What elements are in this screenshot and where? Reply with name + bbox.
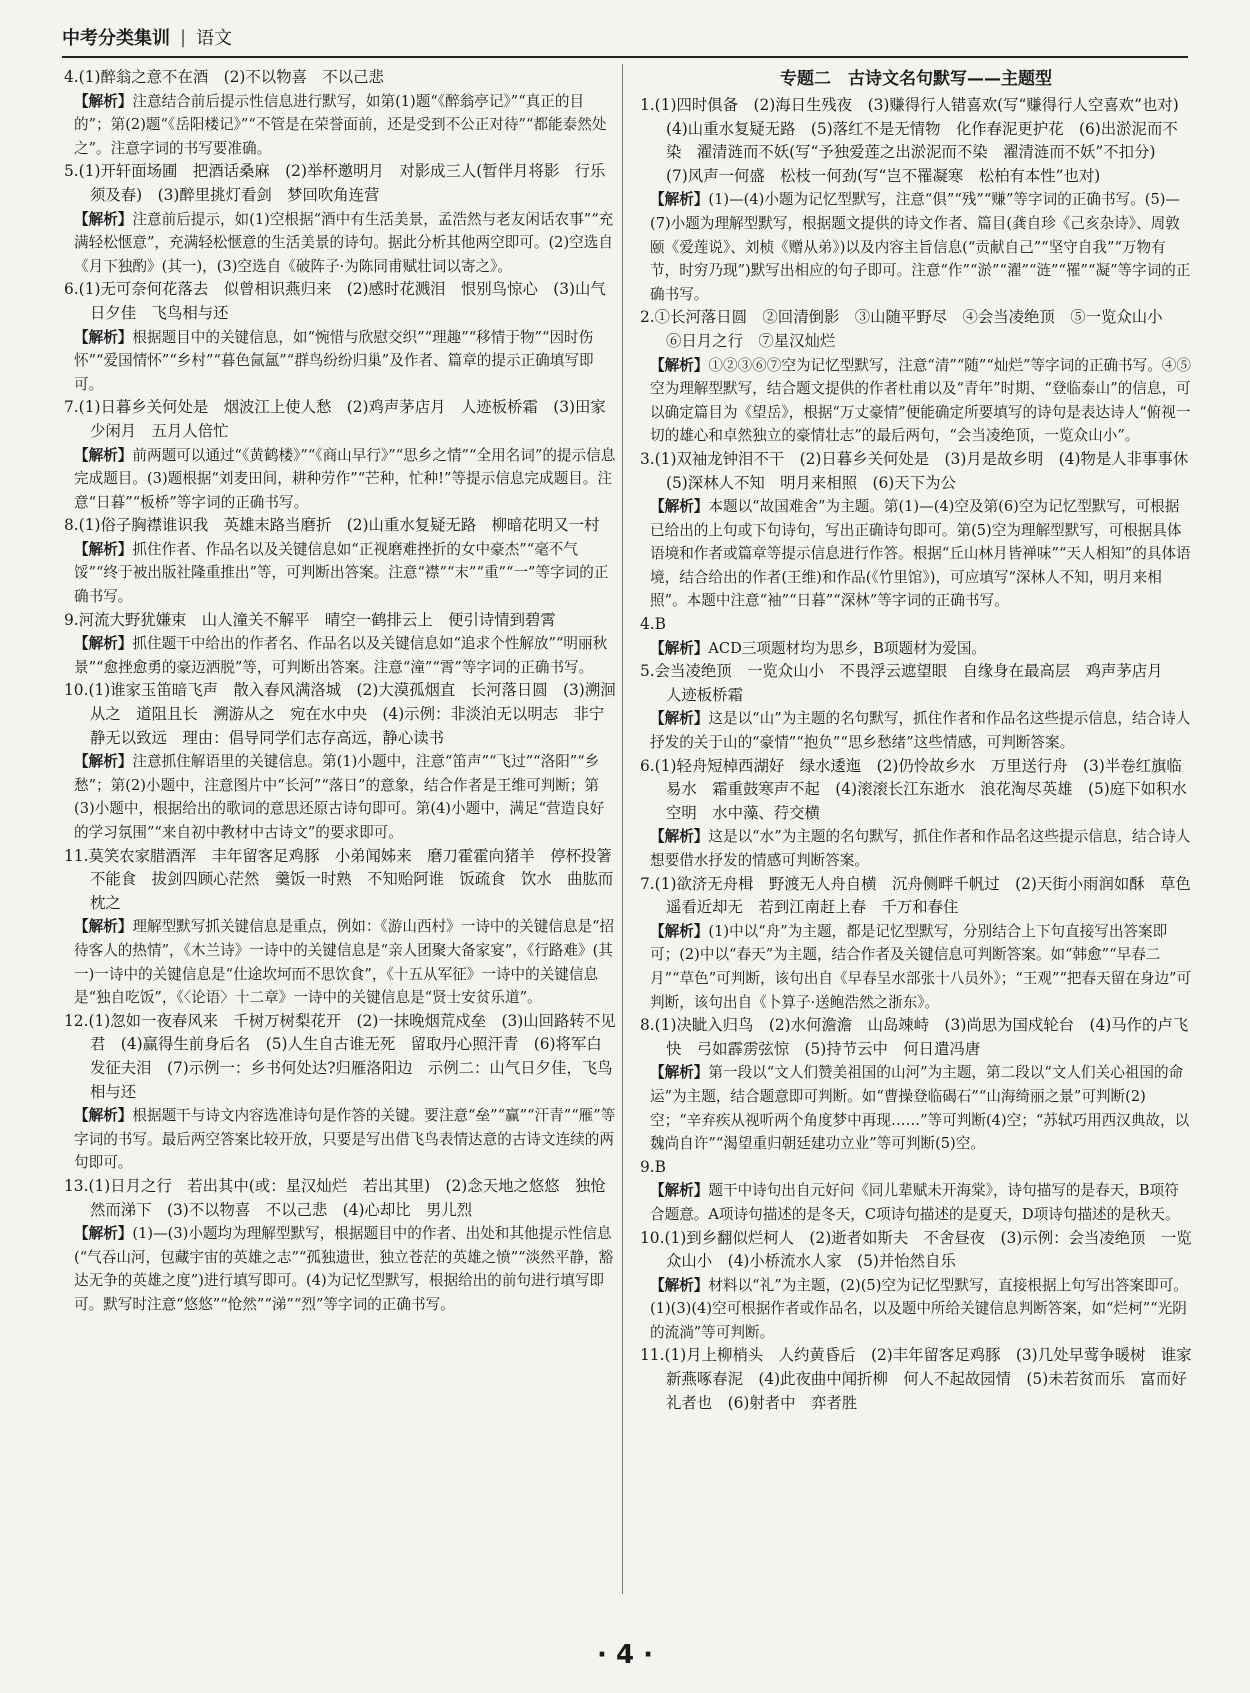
explanation-label: 【解析】 bbox=[650, 710, 709, 728]
explanation-text: 根据题干与诗文内容选准诗句是作答的关键。要注意“垒”“赢”“汗青”“雁”等字词的书写。最后两空答案比较开放，只要是写出借飞鸟表情达意的古诗文连续的两句即可。 bbox=[74, 1107, 616, 1172]
answer-item: 5.会当凌绝顶 一览众山小 不畏浮云遮望眼 自缘身在最高层 鸡声茅店月 人迹板桥霜 bbox=[640, 662, 1178, 704]
explanation bbox=[640, 920, 1192, 1014]
explanation bbox=[64, 326, 616, 397]
explanation-text: 这是以“山”为主题的名句默写，抓住作者和作品名这些提示信息，结合诗人抒发的关于山的“豪情”“抱负”“思乡愁绪”这些情感，可判断答案。 bbox=[650, 710, 1191, 752]
explanation-label: 【解析】 bbox=[74, 540, 133, 558]
answer-item: 10.(1)到乡翻似烂柯人 (2)逝者如斯夫 不舍昼夜 (3)示例：会当凌绝顶 一览众山小 (4)小桥流水人家 (5)并怡然自乐 bbox=[640, 1228, 1192, 1271]
explanation-label: 【解析】 bbox=[74, 92, 133, 110]
explanation-text: 根据题目中的关键信息，如“惋惜与欣慰交织”“理趣”“移情于物”“因时伤怀”“爱国情怀”“乡村”“暮色氤氲”“群鸟纷纷归巢”及作者、篇章的提示正确填写即可。 bbox=[74, 328, 594, 393]
explanation-text: 前两题可以通过“《黄鹤楼》”“《商山早行》”“思乡之情”“全用名词”的提示信息完成题目。(3)题根据“刘麦田间，耕种劳作”“芒种，忙种!”等提示信息完成题目。注意“日暮”“板桥”等字词的正确书写。 bbox=[74, 446, 616, 511]
explanation-label: 【解析】 bbox=[650, 356, 709, 374]
explanation-text: 抓住题干中给出的作者名、作品名以及关键信息如“追求个性解放”“明丽秋景”“愈挫愈勇的豪迈洒脱”等，可判断出答案。注意“潼”“霄”等字词的正确书写。 bbox=[74, 635, 608, 676]
explanation-text: 理解型默写抓关键信息是重点，例如：《游山西村》一诗中的关键信息是“招待客人的热情”，《木兰诗》一诗中的关键信息是“亲人团聚大备家宴”，《行路难》(其一)一诗中的关键信息是“仕途坎坷而不思饮食”，《十五从军征》一诗中的关键信息是“独自吃饭”，《〈论语〉十二章》一诗中的关键信息是“贤士安贫乐道”。 bbox=[74, 918, 615, 1007]
explanation-label: 【解析】 bbox=[74, 210, 133, 228]
explanation-text: (1)中以“舟”为主题，都是记忆型默写，分别结合上下句直接写出答案即可；(2)中以“春天”为主题，结合作者及关键信息可判断答案。如“韩愈”“早春二月”“草色”可判断，该句出自《早春呈水部张十八员外》；“王观”“把春天留在身边”可判断，该句出自《卜算子·送鲍浩然之浙东》。 bbox=[650, 922, 1192, 1011]
explanation-label: 【解析】 bbox=[650, 1276, 709, 1294]
explanation bbox=[640, 825, 1192, 872]
explanation-text: 材料以“礼”为主题，(2)(5)空为记忆型默写，直接根据上句写出答案即可。(1)(3)(4)空可根据作者或作品名，以及题中所给关键信息判断答案，如“烂柯”“光阴的流淌”等可判断。 bbox=[650, 1276, 1188, 1341]
answer-item: 10.(1)谁家玉笛暗飞声 散入春风满洛城 (2)大漠孤烟直 长河落日圆 (3)溯洄从之 道阻且长 溯游从之 宛在水中央 (4)示例：非淡泊无以明志 非宁静无以致远 理由：倡导同学们志存高远，静心读书 bbox=[64, 681, 616, 747]
subject-label: 语文 bbox=[196, 28, 233, 49]
explanation-label: 【解析】 bbox=[74, 1225, 133, 1243]
explanation-text: 题干中诗句出自元好问《同儿辈赋未开海棠》，诗句描写的是春天，B项符合题意。A项诗句描述的是冬天，C项诗句描述的是夏天，D项诗句描述的是秋天。 bbox=[650, 1182, 1180, 1223]
explanation bbox=[64, 208, 616, 279]
explanation-label: 【解析】 bbox=[74, 753, 133, 771]
explanation bbox=[640, 1061, 1192, 1155]
answer-item: 6.(1)轻舟短棹西湖好 绿水逶迤 (2)仍怜故乡水 万里送行舟 (3)半卷红旗临易水 霜重鼓寒声不起 (4)滚滚长江东逝水 浪花淘尽英雄 (5)庭下如积水空明 水中藻、荇交横 bbox=[640, 756, 1187, 822]
left-column bbox=[64, 66, 616, 1316]
column-divider bbox=[622, 64, 623, 1594]
explanation-label: 【解析】 bbox=[650, 639, 709, 657]
explanation-label: 【解析】 bbox=[650, 828, 709, 846]
answer-item: 7.(1)日暮乡关何处是 烟波江上使人愁 (2)鸡声茅店月 人迹板桥霜 (3)田家少闲月 五月人倍忙 bbox=[64, 398, 606, 440]
explanation-label: 【解析】 bbox=[74, 328, 133, 346]
explanation bbox=[64, 750, 616, 844]
explanation bbox=[640, 707, 1192, 754]
explanation bbox=[64, 632, 616, 679]
right-column bbox=[640, 66, 1204, 1415]
explanation bbox=[64, 90, 616, 161]
explanation bbox=[64, 1104, 616, 1175]
book-title: 中考分类集训 bbox=[62, 28, 170, 49]
answer-item: 6.(1)无可奈何花落去 似曾相识燕归来 (2)感时花溅泪 恨别鸟惊心 (3)山气日夕佳 飞鸟相与还 bbox=[64, 280, 606, 322]
explanation-label: 【解析】 bbox=[650, 922, 709, 940]
answer-item: 1.(1)四时俱备 (2)海日生残夜 (3)赚得行人错喜欢(写“赚得行人空喜欢”也对) (4)山重水复疑无路 (5)落红不是无情物 化作春泥更护花 (6)出淤泥而不染 濯清涟而不妖(写“予独爱莲之出淤泥而不染 濯清涟而不妖”不扣分) (7)风声一何盛 松枝一何劲(写“岂不罹凝寒 松柏有本性”也对) bbox=[640, 96, 1195, 185]
explanation bbox=[64, 538, 616, 609]
answer-item: 9.河流大野犹嫌束 山人潼关不解平 晴空一鹤排云上 便引诗情到碧霄 bbox=[64, 610, 556, 629]
explanation bbox=[640, 354, 1192, 448]
explanation bbox=[640, 188, 1192, 306]
explanation-label: 【解析】 bbox=[74, 635, 133, 653]
explanation-text: 注意抓住解语里的关键信息。第(1)小题中，注意“笛声”“飞过”“洛阳”“乡愁”；第(2)小题中，注意图片中“长河”“落日”的意象，结合作者是王维可判断；第(3)小题中，根据给出的歌词的意思还原古诗句即可。第(4)小题中，满足“营造良好的学习氛围”“来自初中教材中古诗文”的要求即可。 bbox=[74, 753, 605, 841]
answer-item: 2.①长河落日圆 ②回清倒影 ③山随平野尽 ④会当凌绝顶 ⑤一览众山小 ⑥日月之行 ⑦星汉灿烂 bbox=[640, 308, 1178, 350]
section-title: 专题二 古诗文名句默写——主题型 bbox=[780, 69, 1052, 89]
explanation bbox=[640, 1179, 1192, 1226]
explanation-label: 【解析】 bbox=[650, 1182, 709, 1200]
answer-item: 13.(1)日月之行 若出其中(或：星汉灿烂 若出其里) (2)念天地之悠悠 独怆然而涕下 (3)不以物喜 不以己悲 (4)心却比 男儿烈 bbox=[64, 1176, 606, 1219]
answer-item: 9.B bbox=[640, 1157, 666, 1176]
answer-item: 7.(1)欲济无舟楫 野渡无人舟自横 沉舟侧畔千帆过 (2)天街小雨润如酥 草色遥看近却无 若到江南赶上春 千万和春住 bbox=[640, 874, 1191, 917]
explanation-text: 抓住作者、作品名以及关键信息如“正视磨难挫折的女中豪杰”“毫不气馁”“终于被出版社隆重推出”等，可判断出答案。注意“襟”“末”“重”“一”等字词的正确书写。 bbox=[74, 540, 609, 606]
explanation-text: 本题以“故国难舍”为主题。第(1)—(4)空及第(6)空为记忆型默写，可根据已给出的上句或下句诗句，写出正确诗句即可。第(5)空为理解型默写，可根据具体语境和作者或篇章等提示信息进行作答。根据“丘山林月皆禅味”“天人相知”的具体语境，结合给出的作者(王维)和作品(《竹里馆》)，可应填写“深林人不知，明月来相照”。本题中注意“袖”“日暮”“深林”等字词的正确书写。 bbox=[650, 498, 1191, 610]
explanation-text: ①②③⑥⑦空为记忆型默写，注意“清”“随”“灿烂”等字词的正确书写。④⑤空为理解型默写，结合题文提供的作者杜甫以及“青年”时期、“登临泰山”的信息，可以确定篇目为《望岳》，根据“万丈豪情”便能确定所要填写的诗句是表达诗人“俯视一切的雄心和卓然独立的豪情壮志”的最后两句，“会当凌绝顶，一览众山小”。 bbox=[650, 356, 1191, 445]
header-rule bbox=[62, 56, 1188, 58]
explanation-label: 【解析】 bbox=[650, 191, 709, 209]
explanation bbox=[64, 444, 616, 515]
explanation bbox=[640, 495, 1192, 613]
explanation-text: 第一段以“文人们赞美祖国的山河”为主题，第二段以“文人们关心祖国的命运”为主题，结合题意即可判断。如“曹操登临碣石”“山海绮丽之景”可判断(2)空；“辛弃疾从视听两个角度梦中再现……”等可判断(4)空；“苏轼巧用西汉典故，以魏尚自许”“渴望重归朝廷建功立业”等可判断(5)空。 bbox=[650, 1064, 1190, 1153]
answer-item: 8.(1)决眦入归鸟 (2)水何澹澹 山岛竦峙 (3)尚思为国戍轮台 (4)马作的卢飞快 弓如霹雳弦惊 (5)持节云中 何日遣冯唐 bbox=[640, 1016, 1189, 1058]
answer-item: 5.(1)开轩面场圃 把酒话桑麻 (2)举杯邀明月 对影成三人(暂伴月将影 行乐须及春) (3)醉里挑灯看剑 梦回吹角连营 bbox=[64, 162, 606, 204]
answer-item: 12.(1)忽如一夜春风来 千树万树梨花开 (2)一抹晚烟荒戍垒 (3)山回路转不见君 (4)赢得生前身后名 (5)人生自古谁无死 留取丹心照汗青 (6)将军白发征夫泪 (7)示例一：乡书何处达?归雁洛阳边 示例二：山气日夕佳，飞鸟相与还 bbox=[64, 1011, 616, 1101]
explanation-label: 【解析】 bbox=[74, 918, 133, 936]
explanation-text: (1)—(4)小题为记忆型默写，注意“俱”“残”“赚”等字词的正确书写。(5)—(7)小题为理解型默写，根据题文提供的诗文作者、篇目(龚自珍《己亥杂诗》、周敦颐《爱莲说》、刘桢《赠从弟》)以及内容主旨信息(“贡献自己”“坚守自我”“万物有节，时穷乃现”)默写出相应的句子即可。注意“作”“淤”“濯”“涟”“罹”“凝”等字词的正确书写。 bbox=[650, 191, 1191, 303]
explanation-text: 注意结合前后提示性信息进行默写，如第(1)题“《醉翁亭记》”“真正的目的”；第(2)题“《岳阳楼记》”“不管是在荣誉面前，还是受到不公正对待”“都能泰然处之”。注意字词的书写要准确。 bbox=[74, 92, 607, 157]
answer-item: 11.(1)月上柳梢头 人约黄昏后 (2)丰年留客足鸡豚 (3)几处早莺争暖树 谁家新燕啄春泥 (4)此夜曲中闻折柳 何人不起故园情 (5)未若贫而乐 富而好礼者也 (6)射者中 弈者胜 bbox=[640, 1346, 1192, 1412]
answer-item: 4.(1)醉翁之意不在酒 (2)不以物喜 不以己悲 bbox=[64, 68, 384, 86]
page-number: · 4 · bbox=[597, 1640, 653, 1670]
explanation-text: (1)—(3)小题均为理解型默写，根据题目中的作者、出处和其他提示性信息(“气吞山河，包藏宇宙的英雄之志”“孤独遗世，独立苍茫的英雄之愤”“淡然平静，豁达无争的英雄之度”)进行填写即可。(4)为记忆型默写，根据给出的前句进行填写即可。默写时注意“悠悠”“怆然”“涕”“烈”等字词的正确书写。 bbox=[74, 1225, 614, 1313]
explanation-label: 【解析】 bbox=[650, 498, 709, 516]
explanation-text: 这是以“水”为主题的名句默写，抓住作者和作品名这些提示信息，结合诗人想要借水抒发的情感可判断答案。 bbox=[650, 828, 1191, 869]
answer-item: 11.莫笑农家腊酒浑 丰年留客足鸡豚 小弟闻姊来 磨刀霍霍向猪羊 停杯投箸不能食 拔剑四顾心茫然 羹饭一时熟 不知贻阿谁 饭疏食 饮水 曲肱而枕之 bbox=[64, 846, 614, 912]
explanation bbox=[640, 1274, 1192, 1345]
answer-item: 8.(1)俗子胸襟谁识我 英雄末路当磨折 (2)山重水复疑无路 柳暗花明又一村 bbox=[64, 516, 600, 535]
page-header bbox=[62, 22, 1188, 52]
explanation bbox=[640, 637, 1192, 661]
explanation bbox=[64, 1222, 616, 1316]
explanation-label: 【解析】 bbox=[74, 1107, 133, 1125]
explanation-text: ACD三项题材均为思乡，B项题材为爱国。 bbox=[708, 639, 987, 657]
answer-item: 3.(1)双袖龙钟泪不干 (2)日暮乡关何处是 (3)月是故乡明 (4)物是人非事事休 (5)深林人不知 明月来相照 (6)天下为公 bbox=[640, 449, 1204, 492]
answer-item: 4.B bbox=[640, 615, 666, 634]
explanation-label: 【解析】 bbox=[74, 446, 133, 464]
explanation bbox=[64, 915, 616, 1009]
explanation-text: 注意前后提示，如(1)空根据“酒中有生活美景，孟浩然与老友闲话农事”“充满轻松惬意”，充满轻松惬意的生活美景的诗句。据此分析其他两空即可。(2)空选自《月下独酌》(其一)，(3)空选自《破阵子·为陈同甫赋壮词以寄之》。 bbox=[74, 210, 614, 275]
explanation-label: 【解析】 bbox=[650, 1064, 709, 1082]
header-separator: | bbox=[180, 26, 187, 48]
